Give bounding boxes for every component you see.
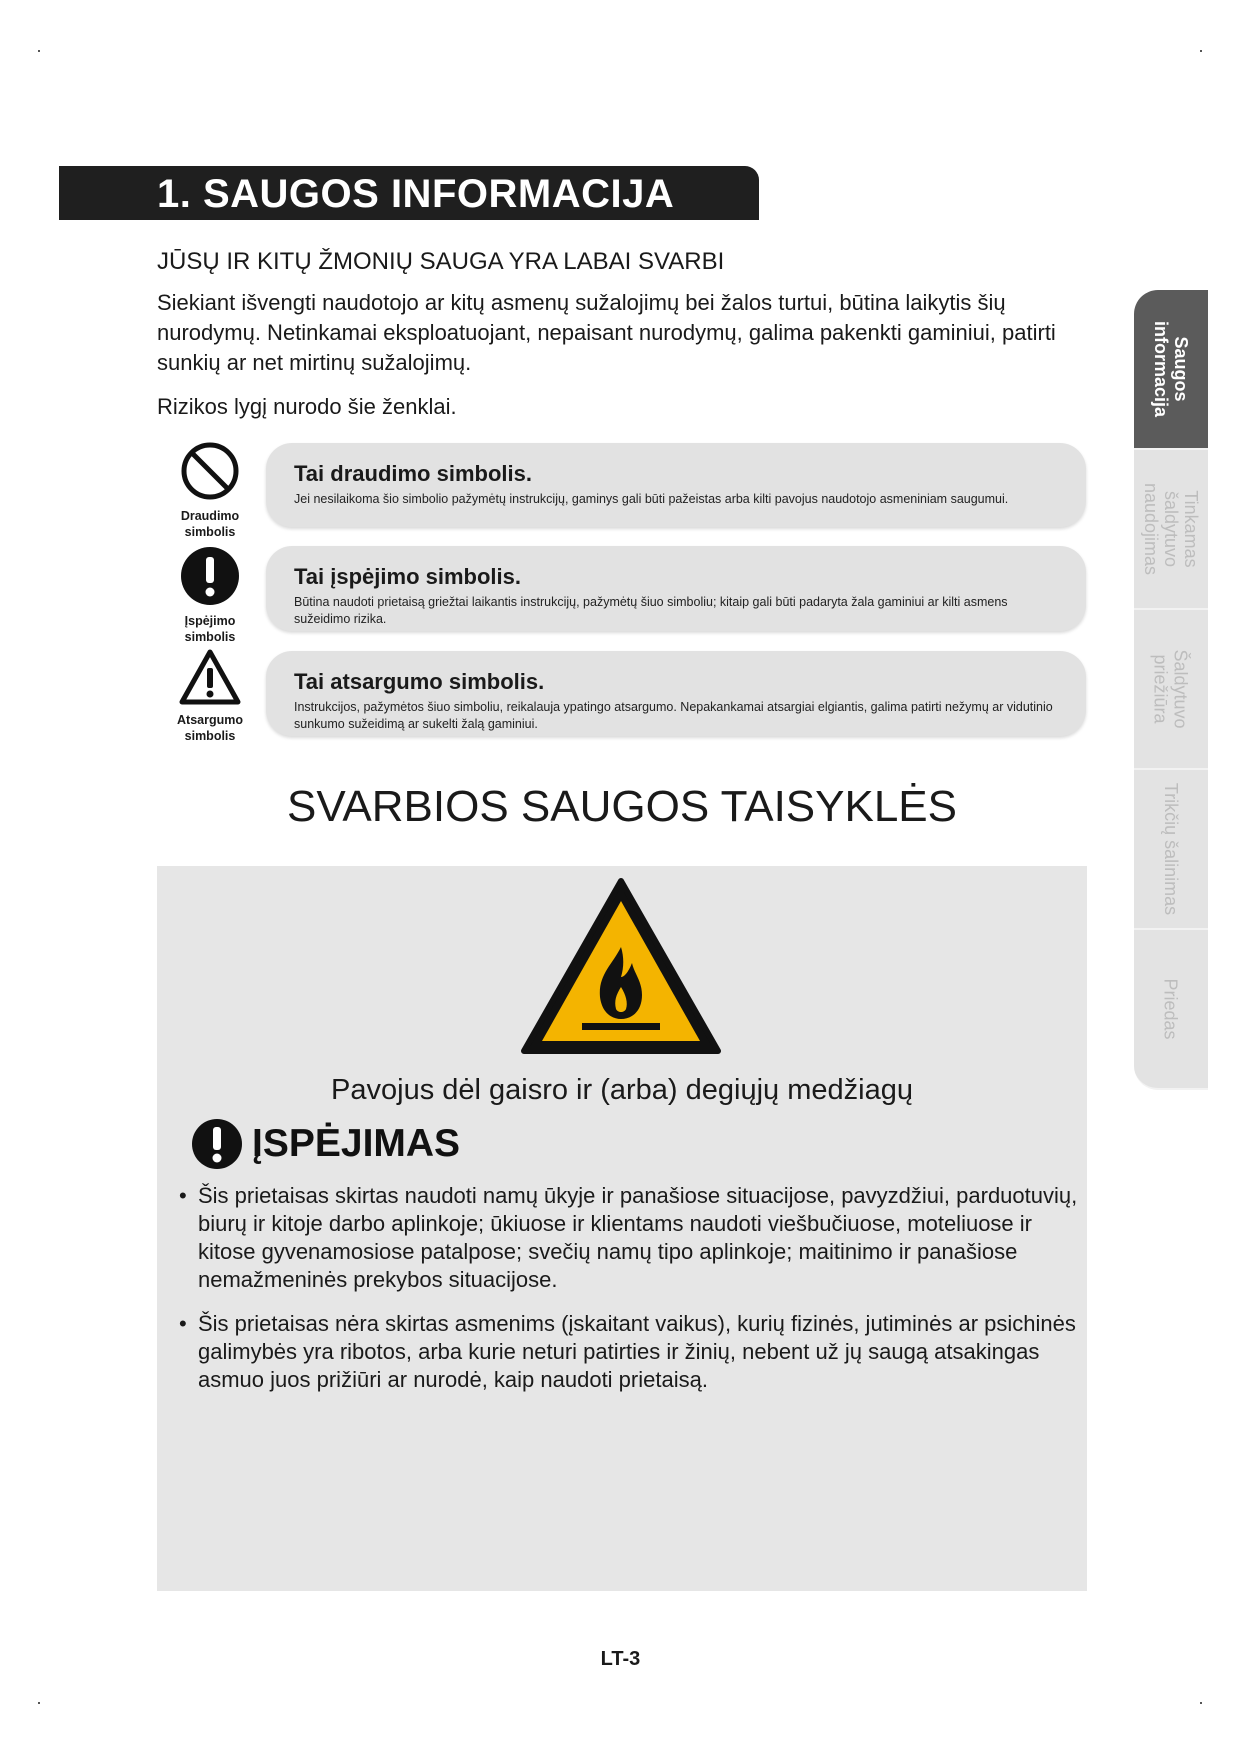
tab-label: Priedas <box>1161 978 1181 1040</box>
symbol-description-box <box>266 546 1086 631</box>
symbol-label: Atsargumo simbolis <box>177 713 243 743</box>
symbol-description: Instrukcijos, pažymėtos šiuo simboliu, reikalauja ypatingo atsargumo. Nepakankamai atsargiai elgiantis, galima patirti nežymų ar vidutinio sunkumo sužeidimą ar sukelti žalą gaminiui. <box>294 700 1053 731</box>
prohibition-icon <box>179 440 241 502</box>
intro-paragraph: Siekiant išvengti naudotojo ar kitų asmenų sužalojimų bei žalos turtui, būtina laikytis šių nurodymų. Netinkamai eksploatuojant, nepaisant nurodymų, galima pakenkti gaminiui, patirti sunkių ar net mirtinų sužalojimų. <box>157 290 1056 375</box>
tab-priedas[interactable] <box>1134 930 1208 1090</box>
side-tabs <box>1134 290 1208 1090</box>
tab-prieziura[interactable] <box>1134 610 1208 770</box>
section-title: 1. SAUGOS INFORMACIJA <box>157 172 675 216</box>
tab-label: Trikčių šalinimas <box>1161 782 1182 916</box>
exclamation-circle-icon <box>190 1117 244 1171</box>
list-item-text: Šis prietaisas skirtas naudoti namų ūkyje ir panašiose situacijose, pavyzdžiui, parduotuvių, biurų ir kitoje darbo aplinkoje; ūkiuose ir klientams naudoti viešbučiuose, moteliuose ir kitose gyvenamosiose patalpose; svečių namų tipo aplinkoje; maitinimo ir panašiose nemažmeninės prekybos situacijose. <box>198 1183 1078 1292</box>
symbol-item <box>172 648 248 744</box>
list-item: • Šis prietaisas nėra skirtas asmenims (įskaitant vaikus), kurių fizinės, jutiminės ar psichinės galimybės yra ribotos, arba kurie neturi patirties ir žinių, nebent už jų saugą atsakingas asmuo juos prižiūri ar nurodė, kaip naudoti prietaisą. <box>179 1311 1076 1392</box>
print-mark <box>1200 1702 1202 1704</box>
warning-exclamation-icon <box>179 545 241 607</box>
symbol-item <box>172 545 248 645</box>
warning-list <box>160 1182 1090 1410</box>
page-number: LT-3 <box>600 1648 641 1670</box>
hazard-caption: Pavojus dėl gaisro ir (arba) degiųjų medžiagų <box>331 1074 913 1106</box>
symbol-title: Tai įspėjimo simbolis. <box>294 564 521 589</box>
print-mark <box>38 50 40 52</box>
warning-heading <box>190 1117 460 1171</box>
tab-label: Šaldytuvo priežiūra <box>1151 649 1191 729</box>
print-mark <box>1200 50 1202 52</box>
tab-label: Tinkamas šaldytuvo naudojimas <box>1141 482 1201 576</box>
tab-saugos-informacija[interactable] <box>1134 290 1208 450</box>
risk-intro: Rizikos lygį nurodo šie ženklai. <box>157 394 457 419</box>
symbol-description-box <box>266 651 1086 736</box>
print-mark <box>38 1702 40 1704</box>
tab-label: Saugos informacija <box>1151 320 1191 418</box>
list-item-text: Šis prietaisas nėra skirtas asmenims (įskaitant vaikus), kurių fizinės, jutiminės ar psichinės galimybės yra ribotos, arba kurie neturi patirties ir žinių, nebent už jų saugą atsakingas asmuo juos prižiūri ar nurodė, kaip naudoti prietaisą. <box>198 1311 1076 1392</box>
symbol-description: Būtina naudoti prietaisą griežtai laikantis instrukcijų, pažymėtų šiuo simboliu; kitaip gali būti padaryta žala gaminiui ar kilti asmens sužeidimo rizika. <box>294 595 1008 626</box>
symbol-title: Tai atsargumo simbolis. <box>294 669 545 694</box>
tab-trikciu-salinimas[interactable] <box>1134 770 1208 930</box>
symbol-description: Jei nesilaikoma šio simbolio pažymėtų instrukcijų, gaminys gali būti pažeistas arba kilti pavojus naudotojo asmeniniam saugumui. <box>294 492 1009 506</box>
symbol-title: Tai draudimo simbolis. <box>294 461 532 486</box>
subheading: JŪSŲ IR KITŲ ŽMONIŲ SAUGA YRA LABAI SVARBI <box>157 248 725 275</box>
list-item: • Šis prietaisas skirtas naudoti namų ūkyje ir panašiose situacijose, pavyzdžiui, parduotuvių, biurų ir kitoje darbo aplinkoje; ūkiuose ir klientams naudoti viešbučiuose, moteliuose ir kitose gyvenamosiose patalpose; svečių namų tipo aplinkoje; maitinimo ir panašiose nemažmeninės prekybos situacijose. <box>179 1183 1078 1292</box>
symbol-description-box <box>266 443 1086 527</box>
symbol-label: Įspėjimo simbolis <box>184 614 236 644</box>
caution-triangle-icon <box>178 648 242 706</box>
tab-tinkamas-naudojimas[interactable] <box>1134 450 1208 610</box>
symbol-item <box>172 440 248 540</box>
symbol-label: Draudimo simbolis <box>180 509 240 539</box>
hazard-sign <box>520 877 722 1062</box>
warning-title: ĮSPĖJIMAS <box>252 1122 461 1165</box>
flammable-warning-icon <box>520 877 722 1057</box>
rules-title: SVARBIOS SAUGOS TAISYKLĖS <box>286 782 957 831</box>
